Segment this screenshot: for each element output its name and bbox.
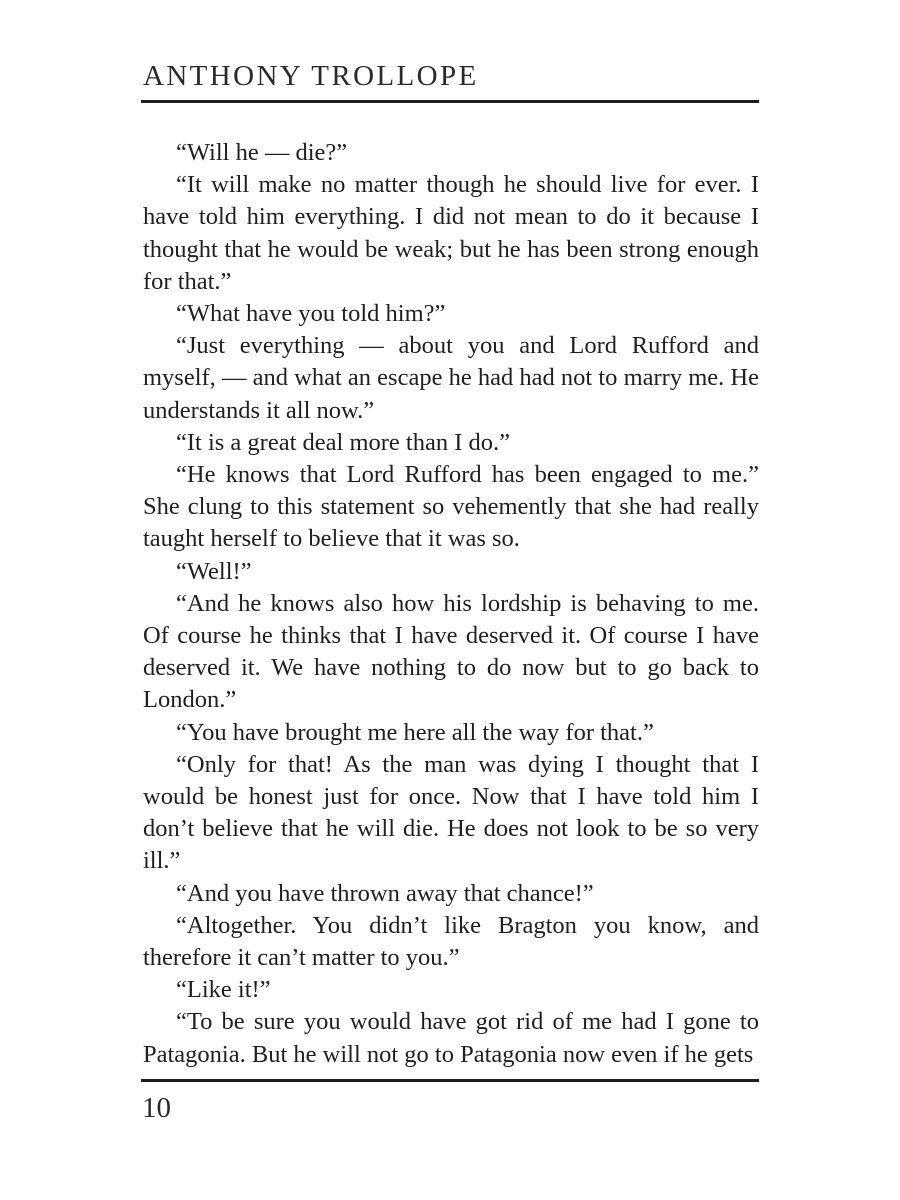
paragraph: “Altogether. You didn’t like Bragton you know, and therefore it can’t matter to you.” xyxy=(143,911,759,972)
paragraph: “It will make no matter though he should live for ever. I have told him everything. I did not mean to do it because I thought that he would be weak; but he has been strong enough for that.” xyxy=(143,171,759,295)
page-body xyxy=(143,137,759,1071)
paragraph: “What have you told him?” xyxy=(176,300,446,328)
paragraph: “And you have thrown away that chance!” xyxy=(176,879,594,907)
paragraph: “Like it!” xyxy=(176,976,271,1004)
footer-rule xyxy=(141,1079,759,1082)
header-rule xyxy=(141,100,759,103)
paragraph: “Just everything — about you and Lord Rufford and myself, — and what an escape he had had not to marry me. He understands it all now.” xyxy=(143,332,759,424)
paragraph: “Only for that! As the man was dying I thought that I would be honest just for once. Now that I have told him I don’t believe that he will die. He does not look to be so very ill.” xyxy=(143,750,759,875)
paragraph: “It is a great deal more than I do.” xyxy=(176,428,511,456)
paragraph: “To be sure you would have got rid of me had I gone to Patagonia. But he will not go to Patagonia now even if he gets xyxy=(143,1008,759,1068)
paragraph: “He knows that Lord Rufford has been engaged to me.” She clung to this statement so vehemently that she had really taught herself to believe that it was so. xyxy=(143,461,759,553)
paragraph: “Will he — die?” xyxy=(176,139,348,166)
page-number: 10 xyxy=(142,1092,171,1124)
paragraph: “You have brought me here all the way for that.” xyxy=(176,718,654,746)
paragraph: “And he knows also how his lordship is behaving to me. Of course he thinks that I have deserved it. Of course I have deserved it. We have nothing to do now but to go back to London.” xyxy=(143,589,759,714)
paragraph: “Well!” xyxy=(176,557,252,585)
running-head-author: ANTHONY TROLLOPE xyxy=(143,60,479,92)
